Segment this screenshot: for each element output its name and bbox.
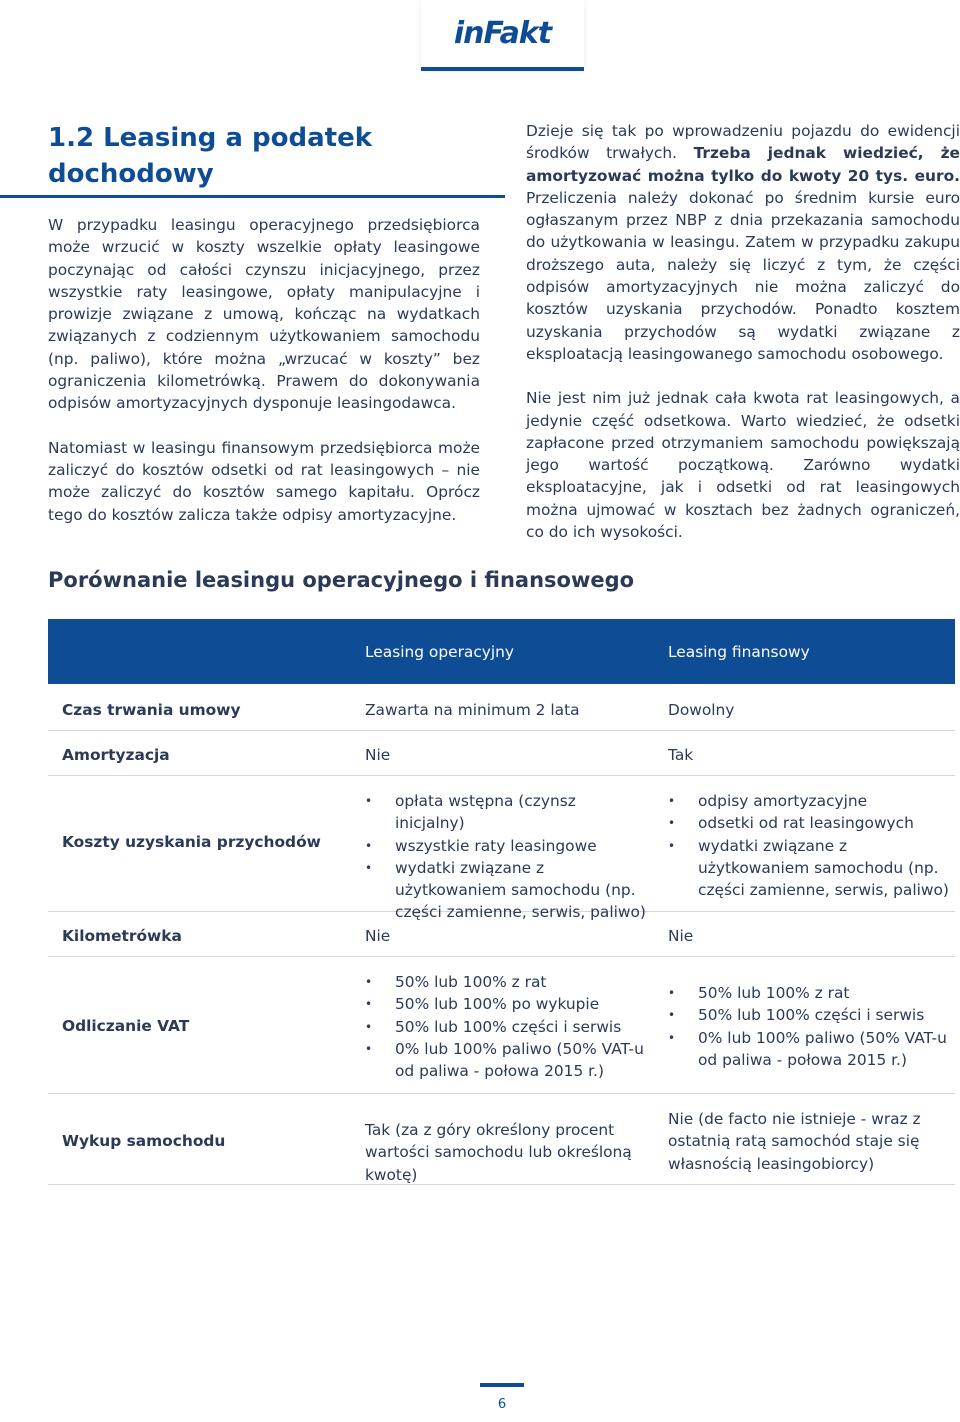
bullet-list: [365, 971, 650, 1082]
list-item: • 50% lub 100% części i serwis: [668, 1004, 953, 1026]
cell-financial: Nie (de facto nie istnieje - wraz z ostatnią ratą samochód staje się własnością leasingobiorcy): [668, 1110, 921, 1173]
list-item: • 50% lub 100% części i serwis: [365, 1016, 650, 1038]
list-item: • 50% lub 100% z rat: [365, 971, 650, 993]
list-item: • wydatki związane z użytkowaniem samochodu (np. części zamienne, serwis, paliwo): [668, 835, 953, 902]
table-row: [48, 912, 955, 957]
row-label: Czas trwania umowy: [62, 701, 241, 719]
list-item: • 50% lub 100% z rat: [668, 982, 953, 1004]
bullet-list: [668, 982, 953, 1071]
cell-financial: Nie: [668, 927, 694, 945]
emphasis: Trzeba jednak wiedzieć, że amortyzować można tylko do kwoty 20 tys. euro.: [526, 144, 960, 185]
cell-operational: Tak (za z góry określony procent wartości samochodu lub określoną kwotę): [365, 1121, 632, 1184]
cell-financial: [668, 790, 953, 901]
list-item: • odpisy amortyzacyjne: [668, 790, 953, 812]
cell-financial: Dowolny: [668, 701, 735, 719]
list-item: • wydatki związane z użytkowaniem samochodu (np. części zamienne, serwis, paliwo): [365, 857, 650, 924]
paragraph: Nie jest nim już jednak cała kwota rat leasingowych, a jedynie część odsetkowa. Warto wiedzieć, że odsetki zapłacone przed otrzymaniem samochodu powiększają jego wartość początkową. Zarówno wydatki eksploatacyjne, jak i odsetki od rat leasingowych można ujmować w kosztach bez żadnych ograniczeń, co do ich wysokości.: [526, 389, 960, 542]
right-column: [526, 120, 960, 565]
list-item: • 0% lub 100% paliwo (50% VAT-u od paliwa - połowa 2015 r.): [668, 1027, 953, 1072]
column-header-operational: Leasing operacyjny: [365, 643, 515, 661]
table-row: [48, 731, 955, 776]
left-column: [48, 214, 480, 548]
bullet-list: [365, 790, 650, 924]
page-number-text: 6: [497, 1397, 507, 1412]
paragraph: W przypadku leasingu operacyjnego przedsiębiorca może wrzucić w koszty wszelkie opłaty leasingowe poczynając od całości czynszu inicjacyjnego, przez wszystkie raty leasingowe, opłaty manipulacyjne i prowizje związane z umową, kończąc na wydatkach związanych z codziennym użytkowaniem samochodu (np. paliwo), które można „wrzucać w koszty” bez ograniczenia kilometrówką. Prawem do dokonywania odpisów amortyzacyjnych dysponuje leasingodawca.: [48, 216, 480, 413]
section-title: 1.2 Leasing a podatek dochodowy: [48, 123, 372, 189]
list-item: • opłata wstępna (czynsz inicjalny): [365, 790, 650, 835]
table-row: [48, 957, 955, 1094]
cell-financial: Tak: [668, 746, 694, 764]
page-number: [480, 1383, 524, 1422]
table-row: [48, 1094, 955, 1185]
table-row: [48, 684, 955, 731]
table-row: [48, 776, 955, 922]
list-item: • 0% lub 100% paliwo (50% VAT-u od paliwa - połowa 2015 r.): [365, 1038, 650, 1083]
list-item: • odsetki od rat leasingowych: [668, 812, 953, 834]
row-label: Wykup samochodu: [62, 1132, 226, 1150]
cell-operational: [365, 971, 650, 1082]
paragraph: Natomiast w leasingu finansowym przedsiębiorca może zaliczyć do kosztów odsetki od rat leasingowych – nie może zaliczyć do kosztów samego kapitału. Oprócz tego do kosztów zalicza także odpisy amortyzacyjne.: [48, 438, 480, 524]
cell-financial: [668, 982, 953, 1071]
table-header: [48, 619, 955, 684]
column-header-financial: Leasing finansowy: [668, 643, 810, 661]
row-label: Koszty uzyskania przychodów: [62, 833, 321, 851]
row-label: Kilometrówka: [62, 927, 182, 945]
logo-text: inFakt: [453, 16, 552, 51]
cell-operational: Nie: [365, 746, 391, 764]
comparison-table: [48, 619, 955, 1185]
logo: [421, 0, 584, 71]
title-underline: [0, 195, 505, 198]
row-label: Odliczanie VAT: [62, 1017, 190, 1035]
cell-operational: Nie: [365, 927, 391, 945]
list-item: • 50% lub 100% po wykupie: [365, 993, 650, 1015]
comparison-title: Porównanie leasingu operacyjnego i finansowego: [48, 568, 635, 592]
cell-operational: [365, 790, 650, 924]
row-label: Amortyzacja: [62, 746, 170, 764]
paragraph: Dzieje się tak po wprowadzeniu pojazdu do ewidencji środków trwałych. Trzeba jednak wiedzieć, że amortyzować można tylko do kwoty 20 tys. euro. Przeliczenia należy dokonać po średnim kursie euro ogłaszanym przez NBP z dnia przekazania samochodu do użytkowania w leasingu. Zatem w przypadku zakupu droższego auta, należy się liczyć z tym, że części odpisów amortyzacyjnych nie można zaliczyć do kosztów uzyskania przychodów. Ponadto kosztem uzyskania przychodów są wydatki związane z eksploatacją leasingowanego samochodu osobowego.: [526, 122, 960, 363]
cell-operational: Zawarta na minimum 2 lata: [365, 701, 580, 719]
list-item: • wszystkie raty leasingowe: [365, 835, 650, 857]
bullet-list: [668, 790, 953, 901]
